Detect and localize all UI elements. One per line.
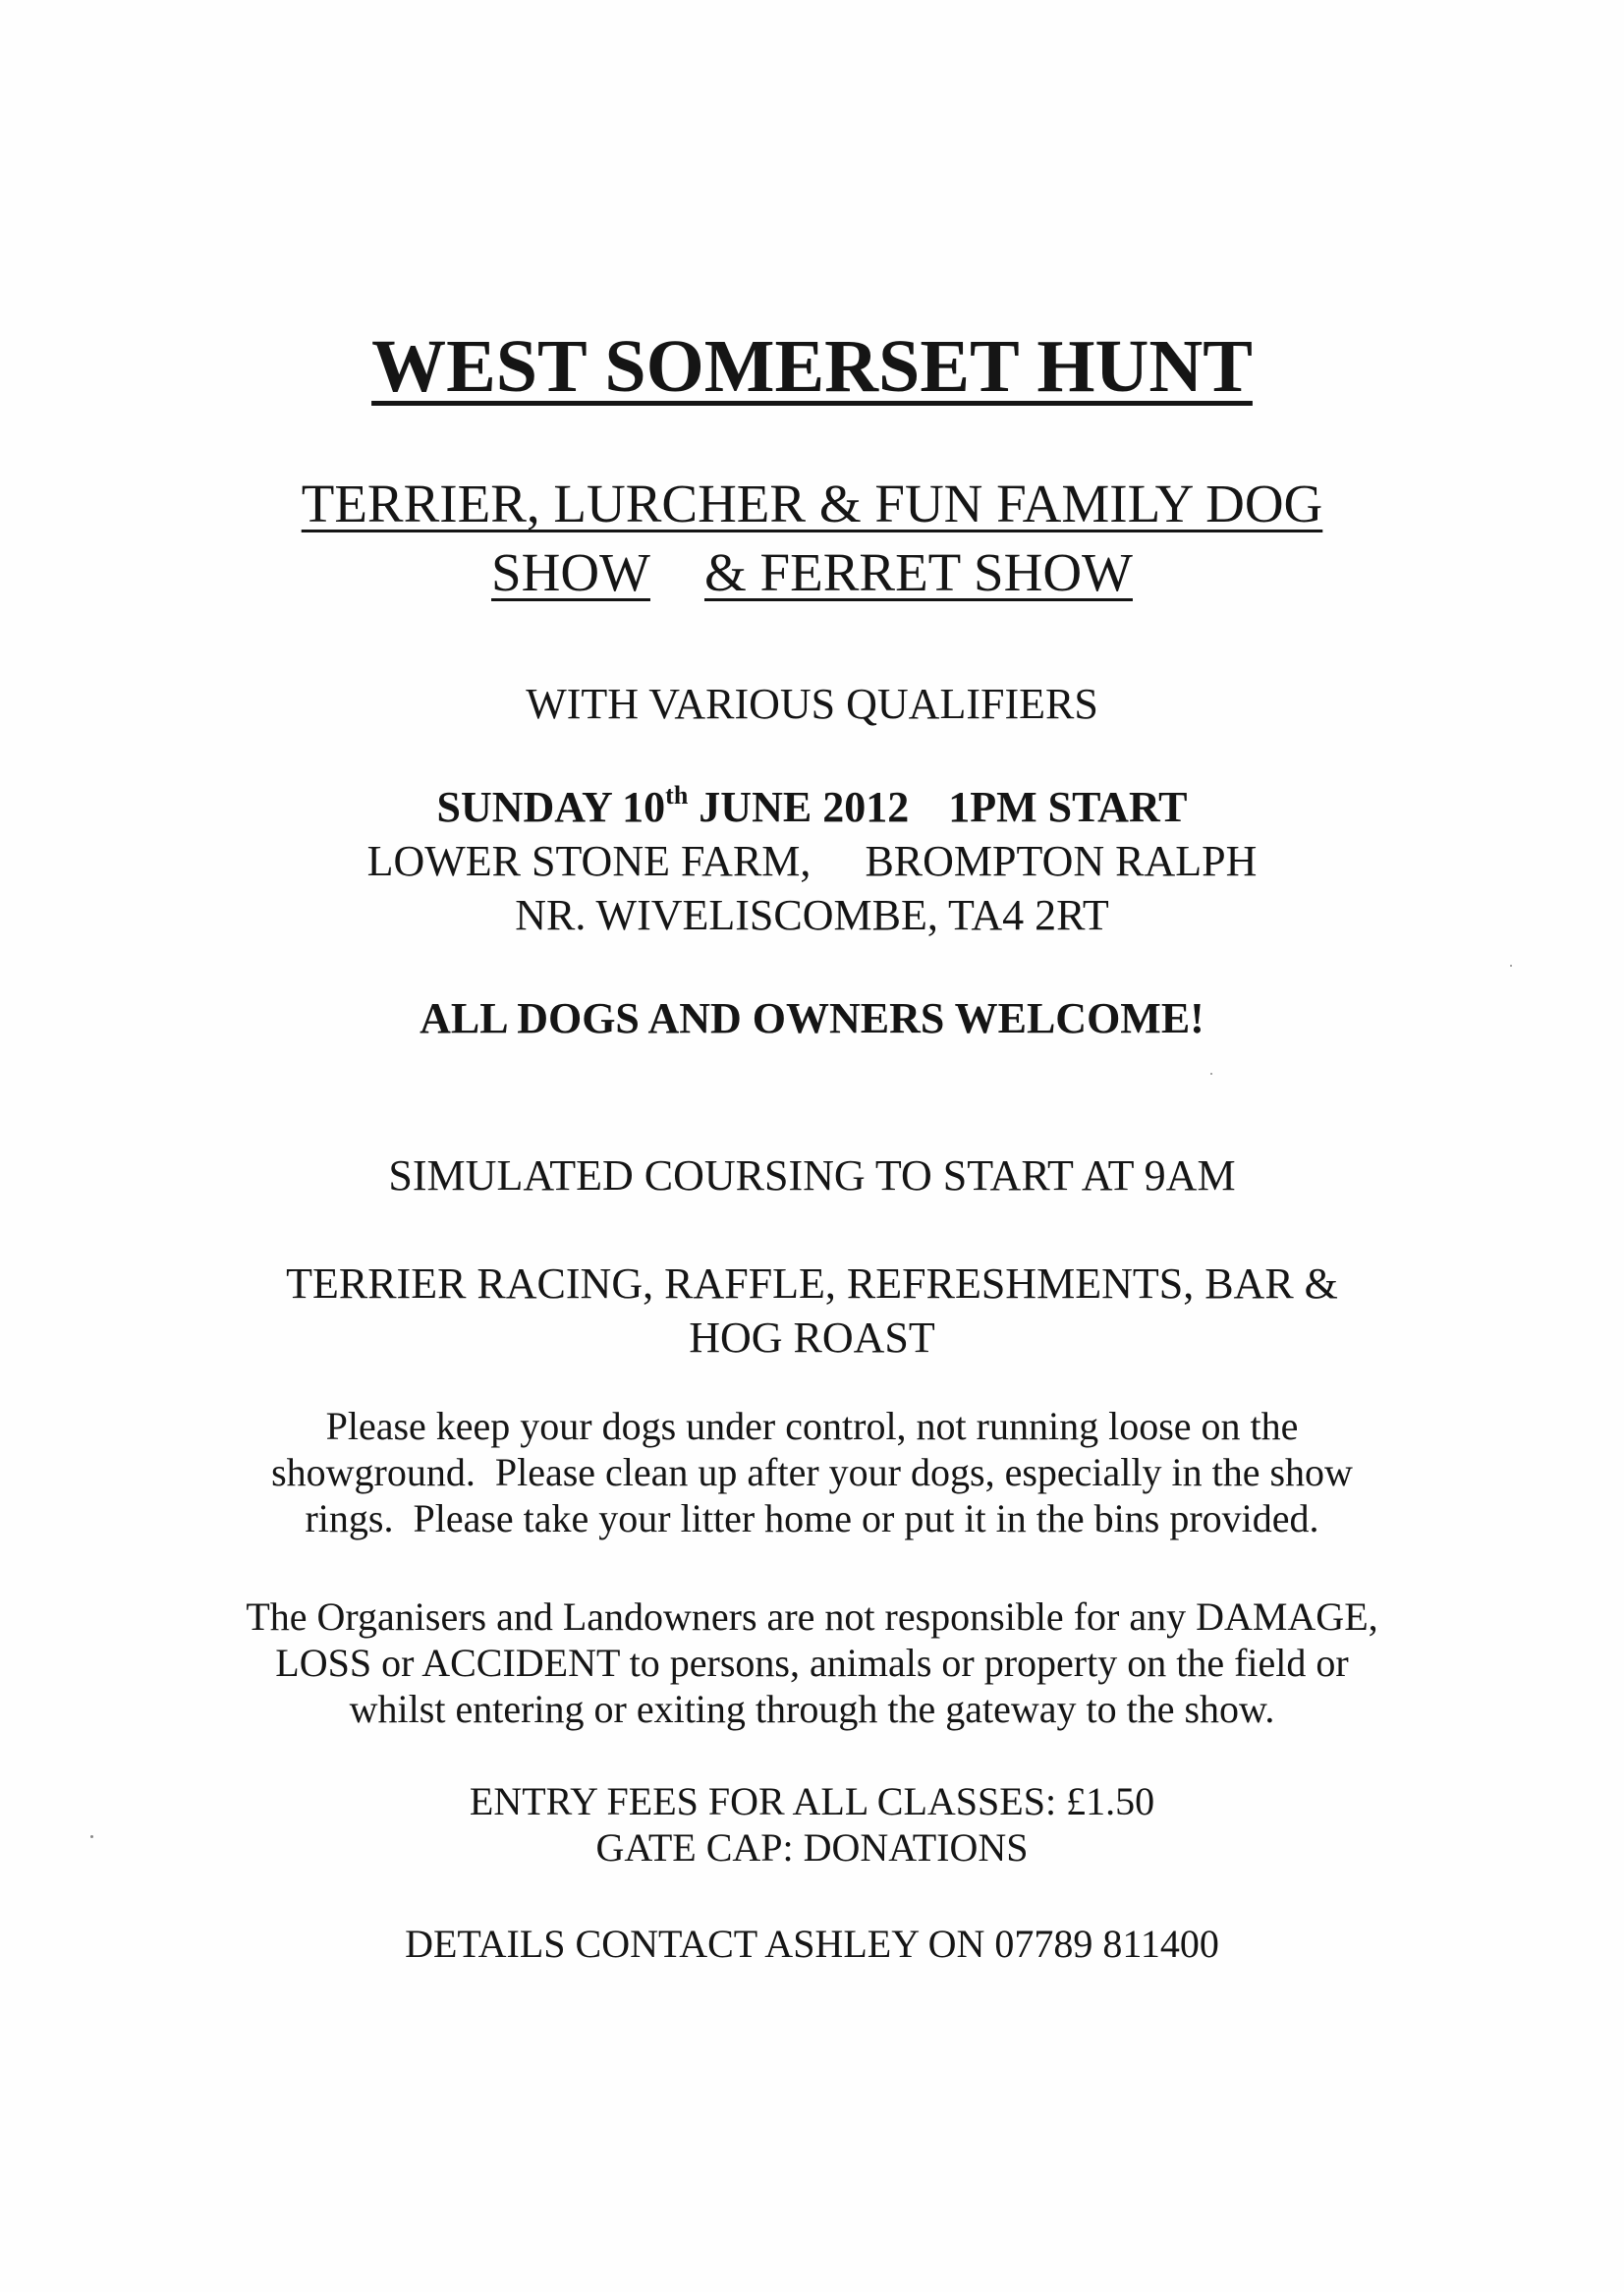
flyer-subtitle-line2 [0, 542, 1624, 602]
venue-farm: LOWER STONE FARM, [366, 837, 812, 885]
contact-details: DETAILS CONTACT ASHLEY ON 07789 811400 [405, 1922, 1219, 1966]
attractions-line2: HOG ROAST [689, 1314, 935, 1362]
event-date-time [0, 781, 1624, 831]
disclaimer-paragraph [196, 1593, 1428, 1732]
event-date-day: SUNDAY 10 [436, 783, 666, 831]
qualifiers-text: WITH VARIOUS QUALIFIERS [526, 680, 1098, 728]
event-date-rest: JUNE 2012 [688, 783, 910, 831]
rules-line2: showground. Please clean up after your dogs, especially in the show [271, 1450, 1353, 1494]
disclaimer-line2: LOSS or ACCIDENT to persons, animals or property on the field or [275, 1641, 1349, 1685]
flyer-subtitle-line1: TERRIER, LURCHER & FUN FAMILY DOG [301, 474, 1323, 533]
scan-speck [1510, 965, 1512, 967]
disclaimer-line1: The Organisers and Landowners are not responsible for any DAMAGE, [246, 1594, 1378, 1639]
rules-paragraph [196, 1403, 1428, 1541]
attractions-line1: TERRIER RACING, RAFFLE, REFRESHMENTS, BAR & [286, 1259, 1338, 1308]
flyer-title: WEST SOMERSET HUNT [371, 325, 1253, 408]
venue-village: BROMPTON RALPH [865, 837, 1258, 885]
subtitle-show: SHOW [491, 542, 650, 602]
rules-line1: Please keep your dogs under control, not running loose on the [325, 1404, 1299, 1448]
coursing-text: SIMULATED COURSING TO START AT 9AM [388, 1151, 1236, 1200]
entry-fees: ENTRY FEES FOR ALL CLASSES: £1.50 [469, 1779, 1155, 1823]
disclaimer-line3: whilst entering or exiting through the gateway to the show. [349, 1687, 1275, 1731]
venue-line [0, 837, 1624, 885]
gate-cap: GATE CAP: DONATIONS [595, 1825, 1029, 1870]
venue-town: NR. WIVELISCOMBE, TA4 2RT [515, 891, 1109, 939]
subtitle-ferret-show: & FERRET SHOW [703, 542, 1133, 602]
event-start-time: 1PM START [948, 783, 1188, 831]
fees-paragraph [196, 1778, 1428, 1871]
scan-speck [90, 1835, 93, 1838]
contact-paragraph [196, 1921, 1428, 1967]
scan-speck [1210, 1073, 1212, 1075]
welcome-text: ALL DOGS AND OWNERS WELCOME! [420, 994, 1204, 1042]
event-date-suffix: th [665, 781, 689, 810]
rules-line3: rings. Please take your litter home or put it in the bins provided. [305, 1496, 1319, 1540]
